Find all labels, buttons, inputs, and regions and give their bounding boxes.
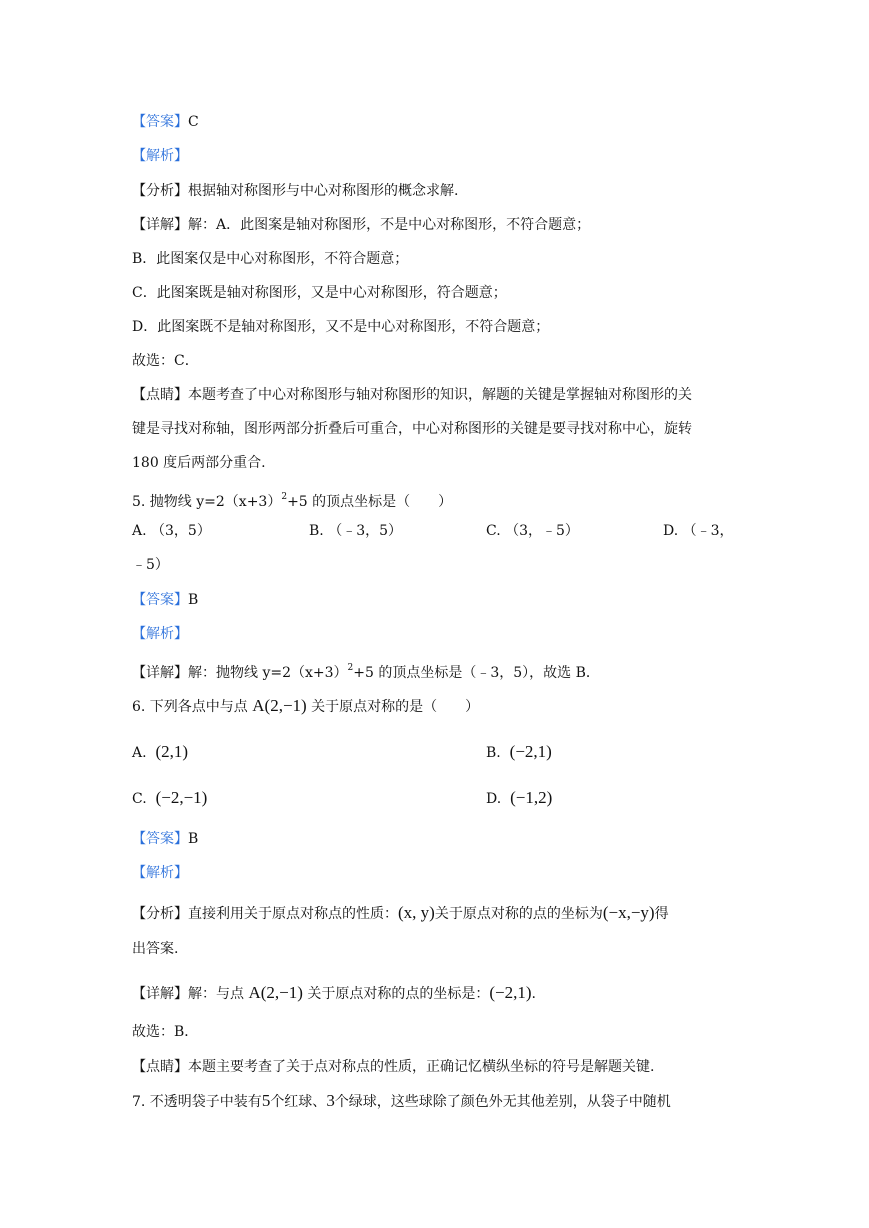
q6-detail-line: [132, 983, 536, 1004]
q6-option-b-value: (−2,1): [509, 742, 552, 761]
q7-stem-pre: 7. 不透明袋子中装有: [132, 1094, 262, 1110]
q4-detail-b: B．此图案仅是中心对称图形，不符合题意；: [132, 251, 409, 267]
q4-answer-value: C: [188, 114, 199, 130]
q5-option-d: D. （﹣3，: [663, 523, 734, 539]
q5-answer-value: B: [188, 592, 199, 608]
q6-fenxi-post: 得: [654, 906, 669, 922]
q6-fenxi-neg-xy: (−x,−y): [602, 903, 655, 922]
analysis-tag: 【解析】: [132, 865, 188, 881]
q6-detail-mid: 关于原点对称的点的坐标是：: [307, 986, 490, 1002]
analysis-tag: 【解析】: [132, 148, 188, 164]
q6-point-a: A(2,−1): [252, 696, 307, 715]
q5-stem-pre: 5. 抛物线 y=2（x+3）: [132, 494, 282, 510]
q6-detail-pre: 解：与点: [188, 986, 244, 1002]
detail-tag: 【详解】: [132, 665, 188, 681]
fenxi-tag: 【分析】: [132, 183, 188, 199]
q6-choose: 故选：B．: [132, 1024, 199, 1040]
detail-tag: 【详解】: [132, 217, 188, 233]
q6-option-a: [132, 742, 188, 763]
q5-detail-pre: 解：抛物线 y=2（x+3）: [188, 665, 348, 681]
q4-comment-line-2: 键是寻找对称轴，图形两部分折叠后可重合，中心对称图形的关键是要寻找对称中心，旋转: [132, 421, 692, 437]
q5-stem: [132, 487, 452, 512]
q6-stem-pre: 6. 下列各点中与点: [132, 699, 248, 715]
q4-detail-c: C．此图案既是轴对称图形，又是中心对称图形，符合题意；: [132, 285, 507, 301]
q5-detail-post: +5 的顶点坐标是（﹣3，5），故选 B．: [353, 665, 600, 681]
q5-option-c: C. （3，﹣5）: [486, 523, 579, 539]
q6-option-d-value: (−1,2): [510, 788, 553, 807]
q6-fenxi-line: [132, 903, 669, 924]
q6-option-d: [486, 788, 552, 809]
q6-option-b: [486, 742, 552, 763]
answer-tag: 【答案】: [132, 592, 188, 608]
q6-detail-point: A(2,−1): [248, 983, 303, 1002]
q4-comment-text-1: 本题考查了中心对称图形与轴对称图形的知识，解题的关键是掌握轴对称图形的关: [188, 387, 692, 403]
q7-red-count: 5: [261, 1091, 271, 1110]
comment-tag: 【点睛】: [132, 1059, 188, 1075]
q6-option-b-label: B.: [486, 745, 501, 761]
q5-stem-post: +5 的顶点坐标是（ ）: [287, 494, 453, 510]
q6-detail-value: (−2,1): [489, 983, 532, 1002]
q6-fenxi-xy: (x, y): [398, 903, 435, 922]
q6-stem-post: 关于原点对称的是（ ）: [311, 699, 480, 715]
q6-option-d-label: D.: [486, 791, 502, 807]
q5-detail-line: [132, 658, 600, 683]
q4-fenxi-line: [132, 181, 458, 201]
q6-detail-end: .: [531, 986, 536, 1002]
q4-detail-line: [132, 215, 590, 235]
q5-answer-line: [132, 590, 198, 610]
q4-answer-line: [132, 112, 199, 132]
detail-tag: 【详解】: [132, 986, 188, 1002]
fenxi-tag: 【分析】: [132, 906, 188, 922]
q6-option-c-value: (−2,−1): [155, 788, 208, 807]
comment-tag: 【点睛】: [132, 387, 188, 403]
q4-fenxi-text: 根据轴对称图形与中心对称图形的概念求解.: [188, 183, 459, 199]
q6-answer-value: B: [188, 831, 199, 847]
q4-comment-line-1: [132, 385, 692, 405]
q6-option-a-label: A.: [132, 745, 147, 761]
q7-green-count: 3: [326, 1091, 335, 1110]
q5-analysis-line: [132, 624, 188, 644]
answer-tag: 【答案】: [132, 831, 188, 847]
q5-stem-exponent: 2: [281, 492, 288, 502]
q7-stem: [132, 1091, 671, 1112]
q5-option-b: B. （﹣3，5）: [309, 523, 403, 539]
q4-comment-line-3: 180 度后两部分重合.: [132, 455, 266, 471]
q7-stem-mid: 个红球、: [270, 1094, 327, 1110]
answer-tag: 【答案】: [132, 114, 188, 130]
q5-option-d-cont: ﹣5）: [132, 557, 169, 573]
q7-stem-post: 个绿球，这些球除了颜色外无其他差别，从袋子中随机: [334, 1094, 671, 1110]
q6-fenxi-line-2: 出答案.: [132, 941, 179, 957]
q6-option-c-label: C.: [132, 791, 147, 807]
q6-comment-text: 本题主要考查了关于点对称点的性质，正确记忆横纵坐标的符号是解题关键.: [188, 1059, 655, 1075]
q4-detail-a: 解：A．此图案是轴对称图形，不是中心对称图形，不符合题意；: [188, 217, 591, 233]
q6-option-a-value: (2,1): [155, 742, 189, 761]
q5-detail-exponent: 2: [347, 663, 354, 673]
q4-analysis-line: [132, 146, 188, 166]
analysis-tag: 【解析】: [132, 626, 188, 642]
q4-detail-d: D．此图案既不是轴对称图形，又不是中心对称图形，不符合题意；: [132, 319, 550, 335]
q6-fenxi-mid: 关于原点对称的点的坐标为: [434, 906, 603, 922]
q6-answer-line: [132, 829, 198, 849]
q4-choose: 故选：C．: [132, 353, 199, 369]
q6-analysis-line: [132, 863, 188, 883]
q5-option-a: A. （3，5）: [132, 523, 211, 539]
q6-comment-line: [132, 1057, 654, 1077]
q6-option-c: [132, 788, 207, 809]
q6-stem: [132, 696, 479, 717]
q6-fenxi-pre: 直接利用关于原点对称点的性质：: [188, 906, 398, 922]
